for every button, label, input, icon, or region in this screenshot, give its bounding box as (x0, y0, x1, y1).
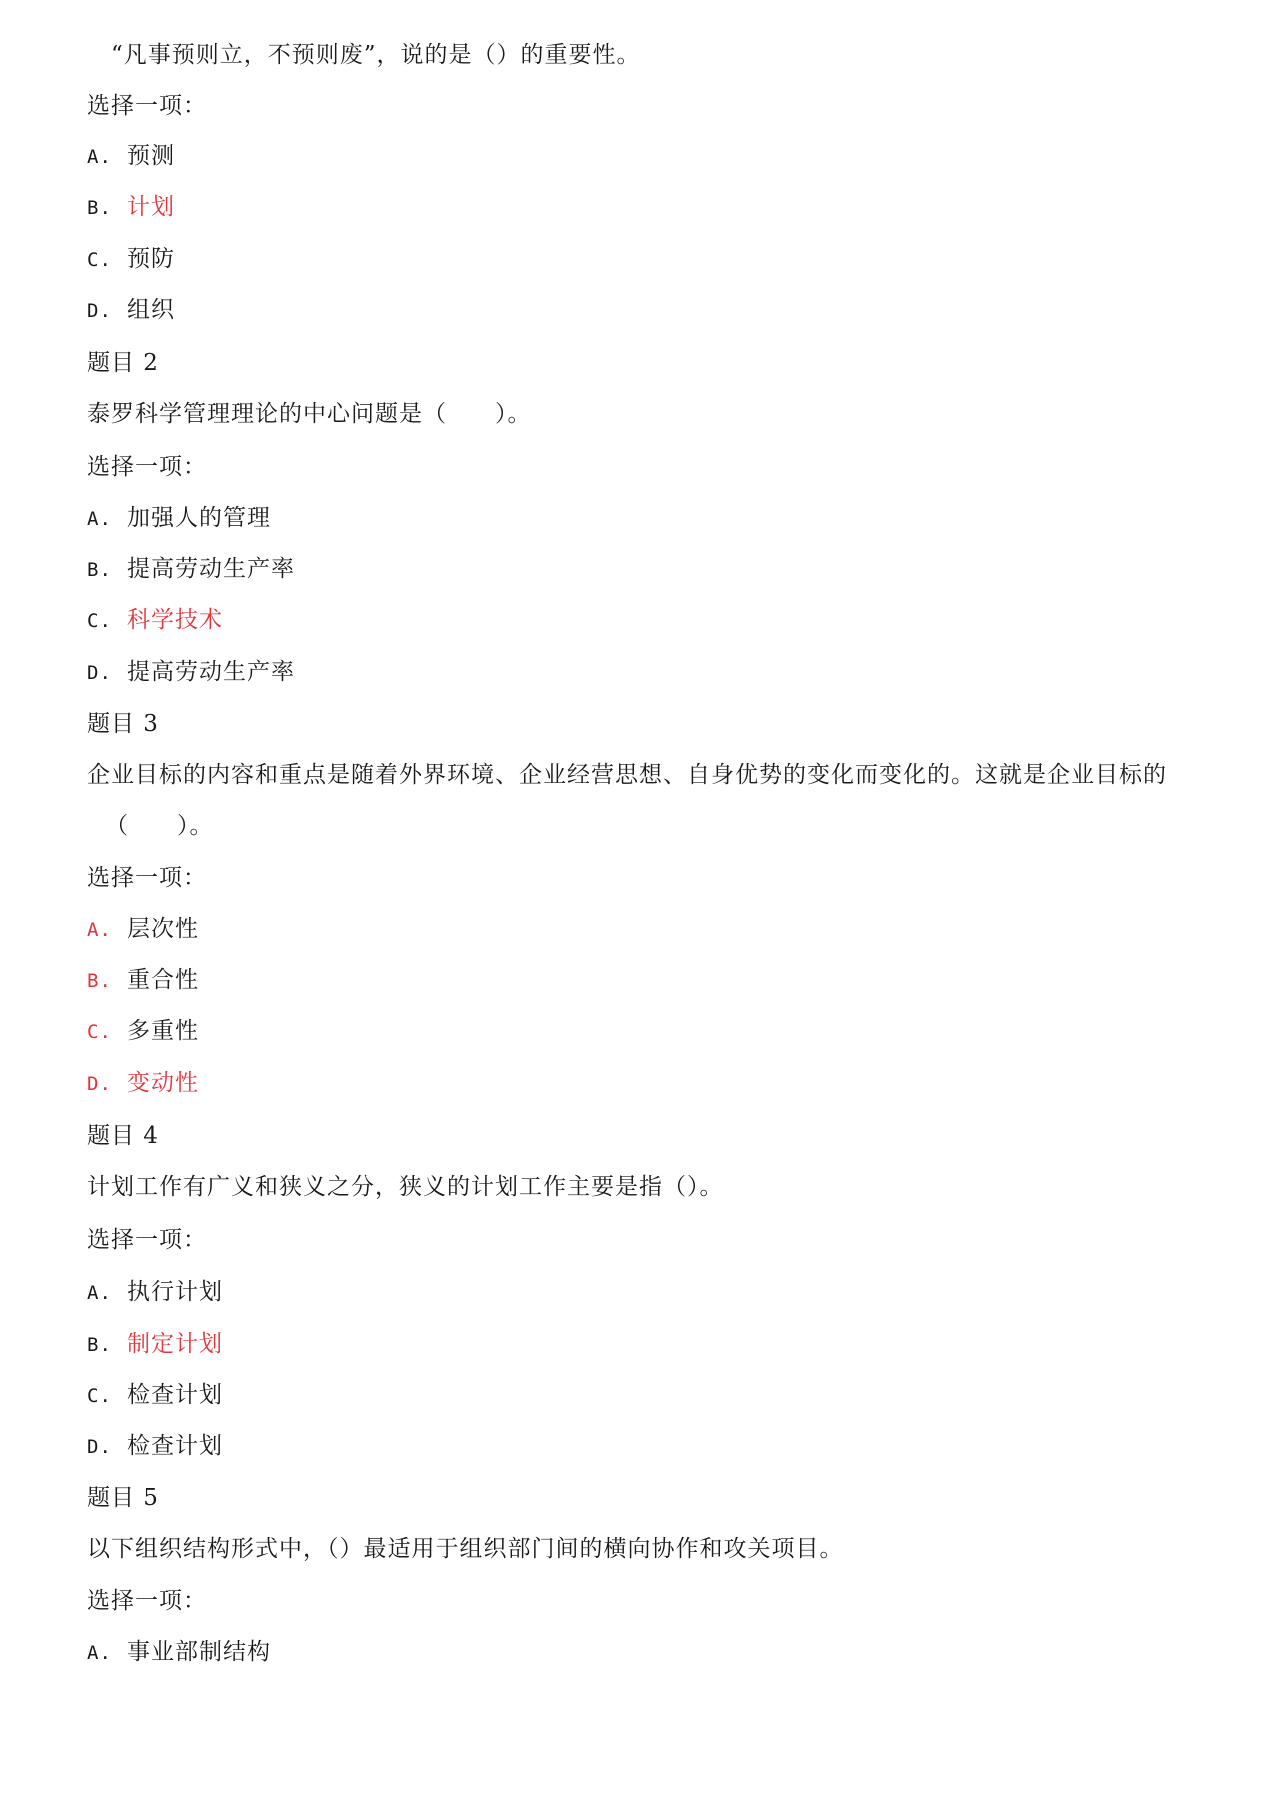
option-text: 多重性 (127, 1018, 199, 1044)
option-letter: D. (87, 662, 112, 684)
question-5-option-a (87, 1637, 271, 1668)
option-letter: B. (87, 559, 112, 581)
question-2-heading: 题目 2 (87, 350, 159, 376)
question-2-option-c (87, 605, 223, 636)
option-letter: B. (87, 1334, 112, 1356)
question-1-option-a (87, 141, 175, 172)
option-letter-answer: C. (87, 1021, 112, 1043)
option-text-answer: 科学技术 (127, 607, 223, 633)
option-letter: A. (87, 1282, 112, 1304)
option-text: 重合性 (127, 967, 199, 993)
question-3-option-b (87, 965, 199, 996)
question-2-option-d (87, 657, 295, 688)
question-2-stem: 泰罗科学管理理论的中心问题是（ ）。 (87, 401, 532, 427)
question-3-stem-line-2: （ ）。 (105, 813, 214, 839)
option-text: 提高劳动生产率 (127, 659, 295, 685)
question-4-option-b (87, 1329, 223, 1360)
question-2-prompt: 选择一项： (87, 454, 207, 480)
option-text: 检查计划 (127, 1433, 223, 1459)
option-letter: D. (87, 300, 112, 322)
option-letter-answer: A. (87, 919, 112, 941)
option-letter-answer: B. (87, 970, 112, 992)
question-5-prompt: 选择一项： (87, 1588, 207, 1614)
option-letter: A. (87, 508, 112, 530)
option-text: 检查计划 (127, 1382, 223, 1408)
option-text: 执行计划 (127, 1279, 223, 1305)
option-text: 预防 (127, 246, 175, 272)
option-letter: A. (87, 146, 112, 168)
option-text: 组织 (127, 297, 175, 323)
question-2-option-a (87, 503, 271, 534)
question-4-stem: 计划工作有广义和狭义之分，狭义的计划工作主要是指（）。 (87, 1174, 724, 1200)
question-1-prompt: 选择一项： (87, 93, 207, 119)
question-3-prompt: 选择一项： (87, 865, 207, 891)
option-letter: D. (87, 1436, 112, 1458)
question-3-option-a (87, 914, 199, 945)
question-1-option-b (87, 192, 175, 223)
question-4-prompt: 选择一项： (87, 1227, 207, 1253)
option-text-answer: 制定计划 (127, 1331, 223, 1357)
question-5-stem: 以下组织结构形式中，（）最适用于组织部门间的横向协作和攻关项目。 (87, 1536, 844, 1562)
question-5-heading: 题目 5 (87, 1485, 159, 1511)
question-4-heading: 题目 4 (87, 1123, 159, 1149)
option-text: 层次性 (127, 916, 199, 942)
question-3-option-c (87, 1016, 199, 1047)
option-text: 预测 (127, 143, 175, 169)
question-4-option-a (87, 1277, 223, 1308)
question-3-stem-line-1: 企业目标的内容和重点是随着外界环境、企业经营思想、自身优势的变化而变化的。这就是企业目标的 (87, 762, 1167, 788)
option-letter: C. (87, 1385, 112, 1407)
option-text-answer: 计划 (127, 194, 175, 220)
question-2-option-b (87, 554, 295, 585)
question-1-option-c (87, 244, 175, 275)
option-letter: C. (87, 610, 112, 632)
option-letter-answer: D. (87, 1073, 112, 1095)
option-letter: C. (87, 249, 112, 271)
question-1-stem: “凡事预则立，不预则废”，说的是（）的重要性。 (111, 42, 641, 68)
option-text: 事业部制结构 (127, 1639, 271, 1665)
option-text: 加强人的管理 (127, 505, 271, 531)
question-1-option-d (87, 295, 175, 326)
option-text: 提高劳动生产率 (127, 556, 295, 582)
question-3-option-d (87, 1068, 199, 1099)
question-3-heading: 题目 3 (87, 711, 159, 737)
question-4-option-d (87, 1431, 223, 1462)
option-text-answer: 变动性 (127, 1070, 199, 1096)
option-letter: B. (87, 197, 112, 219)
option-letter: A. (87, 1642, 112, 1664)
question-4-option-c (87, 1380, 223, 1411)
